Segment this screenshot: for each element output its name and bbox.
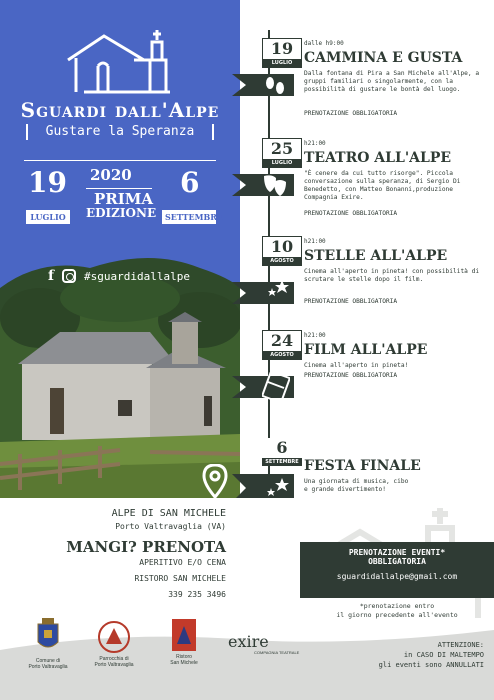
phone-number[interactable]: 339 235 3496	[168, 590, 226, 599]
warning-title: ATTENZIONE:	[437, 641, 484, 649]
chapel-logo-icon	[64, 30, 176, 96]
warning-line-2: gli eventi sono ANNULLATI	[378, 661, 484, 669]
edition-line-1: PRIMA	[94, 190, 154, 208]
event-booking-note: PRENOTAZIONE OBBLIGATORIA	[304, 298, 398, 305]
mangi-prenota: MANGI? PRENOTA	[66, 538, 226, 556]
stars-icon	[266, 278, 290, 298]
event-date	[262, 138, 302, 168]
event-time: h21:00	[304, 238, 326, 245]
divider	[24, 160, 216, 161]
event-booking-note: PRENOTAZIONE OBBLIGATORIA	[304, 372, 398, 379]
booking-box	[300, 542, 494, 598]
hashtag: #sguardidallalpe	[84, 269, 190, 283]
booking-line-2: OBBLIGATORIA	[368, 557, 426, 566]
booking-note-2: il giorno precedente all'evento	[336, 611, 458, 619]
parrocchia-logo	[90, 620, 138, 668]
event-time: h21:00	[304, 140, 326, 147]
event-day: 24	[270, 331, 294, 350]
location-town: Porto Valtravaglia (VA)	[115, 522, 226, 531]
event-item	[232, 38, 494, 128]
social-links	[48, 268, 190, 284]
event-time: h21:00	[304, 332, 326, 339]
event-title: STELLE ALL'ALPE	[304, 248, 448, 264]
footprints-icon	[262, 76, 288, 96]
stars-icon	[264, 476, 290, 500]
end-day: 6	[180, 166, 200, 199]
event-month: AGOSTO	[263, 257, 301, 265]
map-pin-icon	[202, 464, 228, 498]
logo-line-1: Ristoro	[176, 654, 192, 660]
event-month: LUGLIO	[263, 59, 301, 67]
comune-logo	[26, 616, 70, 670]
logo-line-2: Porto Valtravaglia	[94, 662, 134, 668]
event-item	[232, 330, 494, 410]
event-time: dalle h9:00	[304, 40, 344, 47]
event-month: LUGLIO	[263, 159, 301, 167]
exire-subtitle: COMPAGNIA TEATRALE	[254, 650, 300, 655]
event-day: 10	[270, 237, 294, 256]
edition-line-2: EDIZIONE	[86, 206, 157, 220]
event-description: "È cenere da cui tutto risorge". Piccola conversazione sulla speranza, di Sergio Di Benedetto, con Matteo Bonanni,produzione Compagnia Exire.	[304, 170, 461, 201]
event-date	[262, 236, 302, 266]
aperitivo-cena: APERITIVO E/O CENA	[139, 558, 226, 567]
ristoro-emblem-icon	[171, 618, 197, 652]
event-item	[232, 138, 494, 228]
warning-line-1: in CASO DI MALTEMPO	[403, 651, 484, 659]
event-item	[232, 236, 494, 316]
parrocchia-emblem-icon	[97, 620, 131, 654]
event-description: Una giornata di musica, cibo e grande divertimento!	[304, 478, 409, 493]
comune-crest-icon	[36, 616, 60, 656]
event-booking-note: PRENOTAZIONE OBBLIGATORIA	[304, 110, 398, 117]
film-strip-icon	[262, 372, 290, 402]
booking-line-1: PRENOTAZIONE EVENTI*	[348, 548, 446, 557]
divider	[86, 188, 152, 189]
poster-subtitle: Gustare la Speranza	[26, 124, 214, 140]
instagram-icon[interactable]	[62, 269, 76, 283]
weather-warning	[290, 640, 484, 670]
theatre-masks-icon	[262, 172, 288, 198]
logo-line-2: San Michele	[170, 660, 198, 666]
ristoro-name: RISTORO SAN MICHELE	[134, 574, 226, 583]
date-range	[24, 160, 223, 228]
event-date	[262, 38, 302, 68]
event-title: FILM ALL'ALPE	[304, 342, 428, 358]
event-description: Dalla fontana di Pira a San Michele all'Alpe, a gruppi familiari o singolarmente, con la possibilità di gustare le bontà del luogo.	[304, 70, 480, 93]
event-day: 19	[270, 39, 294, 58]
event-title: TEATRO ALL'ALPE	[304, 150, 452, 166]
event-month: AGOSTO	[263, 351, 301, 359]
event-title: CAMMINA E GUSTA	[304, 50, 463, 66]
poster-title: Sguardi dall'Alpe	[20, 98, 220, 122]
event-title: FESTA FINALE	[304, 458, 421, 474]
event-description: Cinema all'aperto in pineta! con possibilità di scrutare le stelle dopo il film.	[304, 268, 480, 283]
exire-logo: exire	[228, 632, 269, 651]
end-month: SETTEMBRE	[162, 210, 216, 224]
event-date	[262, 438, 302, 466]
booking-note-1: *prenotazione entro	[359, 602, 435, 610]
start-day: 19	[28, 166, 67, 199]
year: 2020	[90, 166, 132, 184]
event-date	[262, 330, 302, 360]
event-description: Cinema all'aperto in pineta!	[304, 362, 409, 369]
booking-email[interactable]: sguardidallalpe@gmail.com	[336, 572, 458, 581]
event-day: 6	[276, 438, 288, 457]
ristoro-logo	[166, 618, 202, 666]
event-month: SETTEMBRE	[262, 458, 302, 466]
logo-line-1: Comune di	[35, 658, 61, 664]
logo-line-1: Parrocchia di	[99, 656, 129, 662]
start-month: LUGLIO	[26, 210, 70, 224]
logo-line-2: Porto Valtravaglia	[28, 664, 68, 670]
booking-note	[300, 602, 494, 620]
event-day: 25	[270, 139, 294, 158]
location-name: ALPE DI SAN MICHELE	[111, 508, 226, 519]
event-booking-note: PRENOTAZIONE OBBLIGATORIA	[304, 210, 398, 217]
facebook-icon[interactable]: f	[48, 268, 55, 284]
